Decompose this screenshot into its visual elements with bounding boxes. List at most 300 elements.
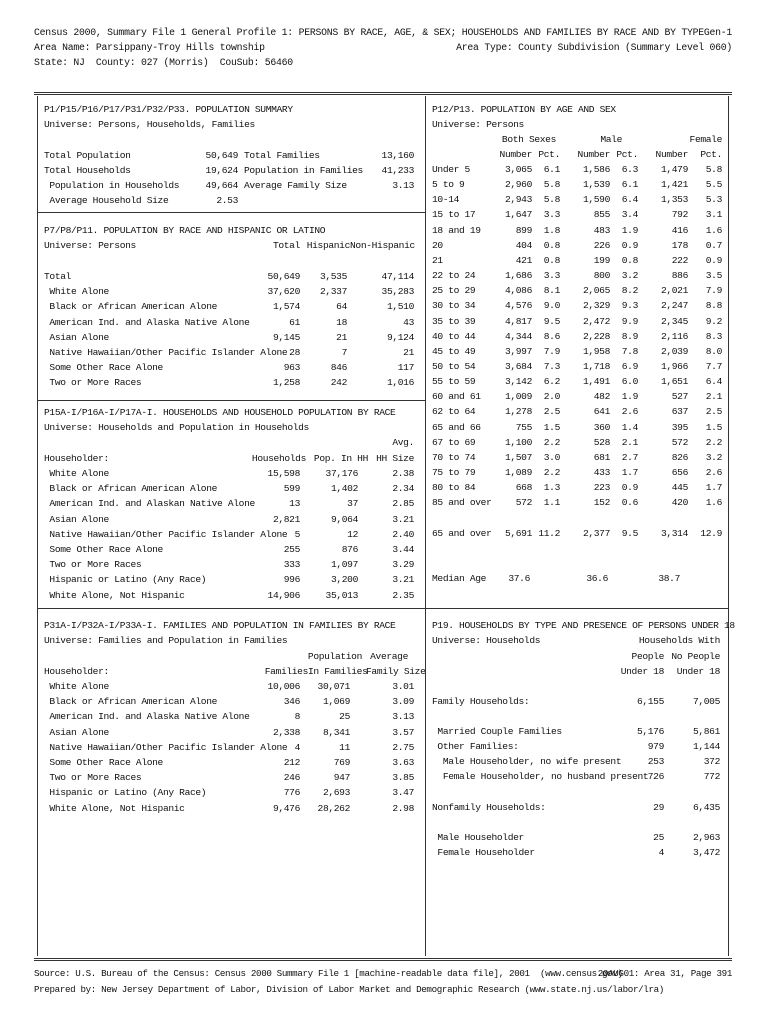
age-65-over-cell: 3,314 (660, 528, 688, 539)
age-cell: 6.0 (621, 376, 638, 388)
hh-households: 14,906 (267, 589, 300, 601)
race-hispanic: 18 (336, 316, 347, 328)
col-header-under18-b: Under 18 (676, 666, 720, 677)
age-label: 85 and over (432, 497, 492, 509)
age-cell: 3.4 (621, 209, 638, 221)
age-cell: 4,576 (504, 300, 532, 312)
age-cell: 1,590 (582, 194, 610, 206)
hhtype-with-children: 253 (647, 756, 664, 767)
age-cell: 1.9 (621, 224, 638, 236)
age-cell: 2,247 (660, 300, 688, 312)
race-non-hispanic: 43 (403, 316, 414, 328)
age-cell: 2,329 (582, 300, 610, 312)
age-cell: 6.4 (705, 376, 722, 388)
hhtype-with-children: 25 (653, 832, 664, 843)
race-label: Total (44, 271, 72, 282)
age-cell: 2.5 (543, 406, 560, 418)
age-cell: 6.4 (621, 194, 638, 206)
age-cell: 0.8 (621, 254, 638, 266)
hhtype-no-children: 6,435 (692, 802, 720, 813)
hh-pop: 876 (341, 544, 358, 555)
col-header-in-families: In Families (308, 666, 368, 677)
hhtype-with-children: 726 (647, 771, 664, 782)
age-cell: 1,647 (504, 209, 532, 221)
rule-after-race (37, 400, 425, 401)
age-label: 18 and 19 (432, 224, 481, 236)
hh-households: 13 (289, 498, 300, 510)
fam-avg-size: 3.13 (392, 711, 414, 723)
fam-population: 8,341 (322, 726, 350, 738)
fam-population: 947 (333, 772, 350, 784)
age-cell: 5.3 (705, 194, 722, 206)
fam-population: 25 (339, 711, 350, 723)
hh-households: 5 (294, 528, 300, 540)
age-cell: 527 (671, 391, 688, 403)
group-female: Female (689, 134, 722, 145)
section-title: P1/P15/P16/P17/P31/P32/P33. POPULATION SUMMARY (44, 104, 293, 115)
age-cell: 1.9 (621, 391, 638, 403)
age-cell: 8.0 (705, 345, 722, 357)
age-cell: 1,958 (582, 345, 610, 357)
section-title: P19. HOUSEHOLDS BY TYPE AND PRESENCE OF PERSONS UNDER 18 (432, 620, 735, 631)
age-cell: 1.5 (543, 421, 560, 433)
age-col-header: Number (655, 149, 688, 160)
top-double-rule (34, 92, 732, 95)
age-65-over-cell: 5,691 (504, 528, 532, 539)
age-cell: 2.0 (543, 391, 560, 403)
age-65-over-cell: 11.2 (538, 528, 560, 539)
fam-families: 346 (283, 696, 300, 708)
age-cell: 9.9 (621, 315, 638, 327)
age-cell: 1.3 (543, 482, 560, 494)
summary-label-2: Total Families (244, 150, 320, 161)
age-cell: 1,479 (660, 164, 688, 175)
race-non-hispanic: 47,114 (381, 271, 414, 282)
age-cell: 7.8 (621, 345, 638, 357)
age-cell: 2.7 (621, 451, 638, 463)
hh-pop: 37 (347, 498, 358, 510)
universe-label: Universe: Persons, Households, Families (44, 119, 255, 130)
age-cell: 3.3 (543, 209, 560, 221)
age-cell: 826 (671, 451, 688, 463)
age-cell: 7.7 (705, 360, 722, 372)
col-header-no-people: No People (671, 651, 720, 662)
age-cell: 0.7 (705, 239, 722, 251)
row-header: Householder: (44, 453, 109, 464)
hhtype-with-children: 29 (653, 802, 664, 813)
col-header-hispanic: Hispanic (306, 240, 350, 251)
hh-label: Native Hawaiian/Other Pacific Islander Alone (44, 528, 288, 540)
age-cell: 4,086 (504, 285, 532, 297)
summary-label: Total Population (44, 150, 131, 161)
fam-label: Some Other Race Alone (44, 757, 163, 768)
age-label: 30 to 34 (432, 300, 476, 312)
age-col-header: Number (577, 149, 610, 160)
age-label: 40 to 44 (432, 330, 476, 342)
age-cell: 445 (671, 482, 688, 494)
age-cell: 178 (671, 239, 688, 251)
left-border (37, 96, 38, 956)
age-cell: 3.0 (543, 451, 560, 463)
age-cell: 1,278 (504, 406, 532, 418)
age-label: 80 to 84 (432, 482, 476, 494)
race-total: 37,620 (267, 286, 300, 298)
fam-population: 769 (333, 757, 350, 768)
hhtype-label: Family Households: (432, 696, 530, 707)
age-65-over-cell: 9.5 (621, 528, 638, 539)
age-col-header: Pct. (616, 149, 638, 160)
hh-households: 255 (283, 544, 300, 555)
age-cell: 1.6 (705, 224, 722, 236)
race-hispanic: 3,535 (319, 271, 347, 282)
hhtype-label: Married Couple Families (432, 726, 562, 737)
race-hispanic: 21 (336, 331, 347, 343)
age-label: 55 to 59 (432, 376, 476, 388)
fam-label: Two or More Races (44, 772, 142, 784)
hhtype-with-children: 4 (658, 847, 664, 858)
age-cell: 223 (593, 482, 610, 494)
age-cell: 1.6 (705, 497, 722, 509)
universe-label: Universe: Households and Population in Households (44, 422, 309, 433)
hhtype-label: Other Families: (432, 741, 519, 752)
age-label: 25 to 29 (432, 285, 476, 297)
avg-label: Avg. (392, 437, 414, 448)
age-cell: 5.8 (543, 179, 560, 191)
age-cell: 4,344 (504, 330, 532, 342)
fam-families: 246 (283, 772, 300, 784)
race-label: Black or African American Alone (44, 301, 218, 313)
source-note: Source: U.S. Bureau of the Census: Census 2000 Summary File 1 [machine-readable data file], 2001 (www.census.gov) (34, 968, 623, 979)
race-total: 963 (283, 362, 300, 374)
fam-population: 30,071 (317, 681, 350, 692)
age-label: 67 to 69 (432, 436, 476, 448)
age-label: 5 to 9 (432, 179, 465, 191)
summary-value-2: 13,160 (381, 150, 414, 161)
age-cell: 6.9 (621, 360, 638, 372)
age-cell: 792 (671, 209, 688, 221)
race-total: 28 (289, 347, 300, 358)
hh-size: 3.44 (392, 544, 414, 555)
hh-size: 3.21 (392, 513, 414, 525)
fam-label: American Ind. and Alaska Native Alone (44, 711, 250, 723)
age-cell: 0.9 (621, 482, 638, 494)
hh-pop: 3,200 (330, 574, 358, 586)
fam-families: 8 (294, 711, 300, 723)
age-cell: 2,345 (660, 315, 688, 327)
age-cell: 7.3 (543, 360, 560, 372)
age-label: 20 (432, 239, 443, 251)
age-cell: 6.2 (543, 376, 560, 388)
age-cell: 6.1 (621, 179, 638, 191)
col-header-hh-size: HH Size (376, 453, 414, 464)
race-hispanic: 64 (336, 301, 347, 313)
race-hispanic: 7 (341, 347, 347, 358)
age-cell: 8.3 (705, 330, 722, 342)
age-cell: 3.5 (705, 270, 722, 282)
age-cell: 8.2 (621, 285, 638, 297)
hhtype-no-children: 5,861 (692, 726, 720, 737)
rule-after-summary (37, 212, 425, 213)
age-cell: 3,997 (504, 345, 532, 357)
age-cell: 0.6 (621, 497, 638, 509)
hhtype-with-children: 979 (647, 741, 664, 752)
age-cell: 2,960 (504, 179, 532, 191)
age-65-over-cell: 2,377 (582, 528, 610, 539)
median-age-female: 38.7 (658, 573, 680, 584)
age-cell: 1,009 (504, 391, 532, 403)
age-cell: 800 (593, 270, 610, 282)
form-id: Gen-1 (703, 27, 732, 38)
hh-pop: 37,176 (325, 468, 358, 479)
summary-value: 19,624 (205, 165, 238, 176)
col-header-total: Total (272, 240, 300, 251)
age-cell: 1,586 (582, 164, 610, 175)
race-label: Some Other Race Alone (44, 362, 163, 374)
race-label: Asian Alone (44, 331, 109, 343)
race-total: 9,145 (272, 331, 300, 343)
age-cell: 1,507 (504, 451, 532, 463)
universe-label: Universe: Households (432, 635, 541, 646)
hhtype-with-children: 5,176 (636, 726, 664, 737)
age-label: 35 to 39 (432, 315, 476, 327)
age-cell: 899 (515, 224, 532, 236)
hh-size: 2.35 (392, 589, 414, 601)
row-header: Householder: (44, 666, 109, 677)
age-cell: 1,089 (504, 467, 532, 478)
age-cell: 641 (593, 406, 610, 418)
race-non-hispanic: 21 (403, 347, 414, 358)
age-cell: 0.8 (543, 254, 560, 266)
age-cell: 681 (593, 451, 610, 463)
age-cell: 3,142 (504, 376, 532, 388)
race-non-hispanic: 1,510 (386, 301, 414, 313)
prepared-by-note: Prepared by: New Jersey Department of Labor, Division of Labor Market and Demographic Research (www.state.nj.us/labor/lra) (34, 984, 664, 995)
age-label: 75 to 79 (432, 467, 476, 478)
fam-avg-size: 2.75 (392, 741, 414, 753)
state-county-line: State: NJ County: 027 (Morris) CouSub: 56460 (34, 57, 293, 68)
hh-label: Two or More Races (44, 559, 142, 571)
race-non-hispanic: 117 (397, 362, 414, 374)
age-cell: 2.2 (543, 467, 560, 478)
age-cell: 222 (671, 254, 688, 266)
age-cell: 1.8 (543, 224, 560, 236)
race-total: 1,574 (272, 301, 300, 313)
age-cell: 0.8 (543, 239, 560, 251)
fam-avg-size: 2.98 (392, 802, 414, 814)
fam-label: Black or African American Alone (44, 696, 218, 708)
age-cell: 2.1 (705, 391, 722, 403)
age-cell: 404 (515, 239, 532, 251)
age-cell: 3.3 (543, 270, 560, 282)
hhtype-no-children: 372 (703, 756, 720, 767)
fam-avg-size: 3.09 (392, 696, 414, 708)
section-title: P15A-I/P16A-I/P17A-I. HOUSEHOLDS AND HOUSEHOLD POPULATION BY RACE (44, 407, 396, 418)
age-cell: 5.8 (543, 194, 560, 206)
summary-label-2: Population in Families (244, 165, 363, 176)
hh-size: 2.40 (392, 528, 414, 540)
age-cell: 2.6 (621, 406, 638, 418)
race-non-hispanic: 1,016 (386, 377, 414, 389)
age-cell: 1.7 (621, 467, 638, 478)
race-hispanic: 242 (330, 377, 347, 389)
group-male: Male (600, 134, 622, 145)
col-header-under18-a: Under 18 (620, 666, 664, 677)
age-cell: 572 (515, 497, 532, 509)
col-header-households-with: Households With (638, 635, 720, 646)
median-age-label: Median Age (432, 573, 487, 584)
age-cell: 2.2 (705, 436, 722, 448)
hhtype-no-children: 7,005 (692, 696, 720, 707)
right-border (728, 96, 729, 956)
report-title: Census 2000, Summary File 1 General Profile 1: PERSONS BY RACE, AGE, & SEX; HOUSEHOLDS AND FAMILIES BY RACE AND BY TYPE (34, 27, 704, 38)
race-label: Native Hawaiian/Other Pacific Islander Alone (44, 347, 288, 358)
age-cell: 8.9 (621, 330, 638, 342)
age-cell: 6.3 (621, 164, 638, 175)
race-total: 1,258 (272, 377, 300, 389)
age-cell: 1,421 (660, 179, 688, 191)
age-cell: 8.1 (543, 285, 560, 297)
age-cell: 3,065 (504, 164, 532, 175)
race-non-hispanic: 35,283 (381, 286, 414, 298)
age-cell: 483 (593, 224, 610, 236)
fam-label: White Alone, Not Hispanic (44, 802, 185, 814)
col-header-family-size: Family Size (366, 666, 426, 677)
summary-value: 50,649 (205, 150, 238, 161)
median-age-both: 37.6 (508, 573, 530, 584)
center-divider (425, 96, 426, 956)
age-cell: 0.9 (705, 254, 722, 266)
col-header-households: Households (251, 453, 306, 464)
age-cell: 2,228 (582, 330, 610, 342)
age-label: 60 and 61 (432, 391, 481, 403)
age-cell: 528 (593, 436, 610, 448)
age-cell: 886 (671, 270, 688, 282)
age-cell: 2.6 (705, 467, 722, 478)
summary-label: Population in Households (44, 180, 180, 191)
age-cell: 5.8 (705, 164, 722, 175)
fam-label: Asian Alone (44, 726, 109, 738)
age-cell: 9.2 (705, 315, 722, 327)
summary-value-2: 41,233 (381, 165, 414, 176)
hh-size: 2.85 (392, 498, 414, 510)
age-cell: 1,491 (582, 376, 610, 388)
age-cell: 8.6 (543, 330, 560, 342)
age-col-header: Number (499, 149, 532, 160)
age-label: 15 to 17 (432, 209, 476, 221)
fam-families: 212 (283, 757, 300, 768)
fam-label: Hispanic or Latino (Any Race) (44, 787, 207, 799)
area-name: Area Name: Parsippany-Troy Hills township (34, 42, 265, 53)
hh-pop: 12 (347, 528, 358, 540)
age-cell: 7.9 (543, 345, 560, 357)
age-label: 21 (432, 254, 443, 266)
page-reference: 20AUG01: Area 31, Page 391 (597, 968, 732, 979)
hhtype-no-children: 3,472 (692, 847, 720, 858)
hh-pop: 9,064 (330, 513, 358, 525)
summary-label: Average Household Size (44, 195, 169, 206)
age-cell: 6.1 (543, 164, 560, 175)
section-title: P31A-I/P32A-I/P33A-I. FAMILIES AND POPULATION IN FAMILIES BY RACE (44, 620, 396, 631)
fam-families: 776 (283, 787, 300, 799)
hh-households: 599 (283, 483, 300, 495)
age-cell: 421 (515, 254, 532, 266)
age-cell: 2.1 (621, 436, 638, 448)
summary-label-2: Average Family Size (244, 180, 347, 191)
hh-households: 15,598 (267, 468, 300, 479)
universe-label: Universe: Families and Population in Families (44, 635, 288, 646)
age-cell: 5.5 (705, 179, 722, 191)
col-header-pop-in-hh: Pop. In HH (313, 453, 368, 464)
age-label: 70 to 74 (432, 451, 476, 463)
age-cell: 482 (593, 391, 610, 403)
age-cell: 2,116 (660, 330, 688, 342)
age-cell: 1.1 (543, 497, 560, 509)
age-cell: 199 (593, 254, 610, 266)
hhtype-with-children: 6,155 (636, 696, 664, 707)
section-title: P12/P13. POPULATION BY AGE AND SEX (432, 104, 616, 115)
hh-size: 2.34 (392, 483, 414, 495)
hhtype-no-children: 2,963 (692, 832, 720, 843)
age-cell: 668 (515, 482, 532, 494)
age-cell: 2,472 (582, 315, 610, 327)
fam-population: 2,693 (322, 787, 350, 799)
age-cell: 2,065 (582, 285, 610, 297)
age-label: 62 to 64 (432, 406, 476, 418)
fam-population: 11 (339, 741, 350, 753)
age-cell: 656 (671, 467, 688, 478)
hh-pop: 1,402 (330, 483, 358, 495)
hhtype-label: Female Householder, no husband present (432, 771, 649, 782)
hh-size: 3.21 (392, 574, 414, 586)
hh-label: White Alone, Not Hispanic (44, 589, 185, 601)
area-type: Area Type: County Subdivision (Summary Level 060) (456, 42, 732, 53)
age-cell: 420 (671, 497, 688, 509)
age-cell: 226 (593, 239, 610, 251)
fam-families: 4 (294, 741, 300, 753)
fam-avg-size: 3.47 (392, 787, 414, 799)
hh-size: 3.29 (392, 559, 414, 571)
universe-label: Universe: Persons (44, 240, 136, 251)
hh-pop: 35,013 (325, 589, 358, 601)
age-cell: 1,718 (582, 360, 610, 372)
age-cell: 1,353 (660, 194, 688, 206)
age-cell: 1,966 (660, 360, 688, 372)
age-cell: 1,686 (504, 270, 532, 282)
hhtype-label: Male Householder (432, 832, 524, 843)
age-cell: 2,943 (504, 194, 532, 206)
age-cell: 1,651 (660, 376, 688, 388)
age-label: 10-14 (432, 194, 460, 206)
fam-avg-size: 3.57 (392, 726, 414, 738)
age-label: 50 to 54 (432, 360, 476, 372)
hh-label: Some Other Race Alone (44, 544, 163, 555)
age-cell: 3,684 (504, 360, 532, 372)
race-label: American Ind. and Alaska Native Alone (44, 316, 250, 328)
hh-pop: 1,097 (330, 559, 358, 571)
age-cell: 9.3 (621, 300, 638, 312)
age-label: 65 and 66 (432, 421, 481, 433)
age-cell: 9.5 (543, 315, 560, 327)
hhtype-label: Female Householder (432, 847, 535, 858)
age-cell: 3.1 (705, 209, 722, 221)
race-hispanic: 2,337 (319, 286, 347, 298)
race-label: White Alone (44, 286, 109, 298)
fam-avg-size: 3.63 (392, 757, 414, 768)
age-label: 45 to 49 (432, 345, 476, 357)
age-cell: 3.2 (705, 451, 722, 463)
rule-mid-page (37, 608, 728, 609)
age-cell: 572 (671, 436, 688, 448)
